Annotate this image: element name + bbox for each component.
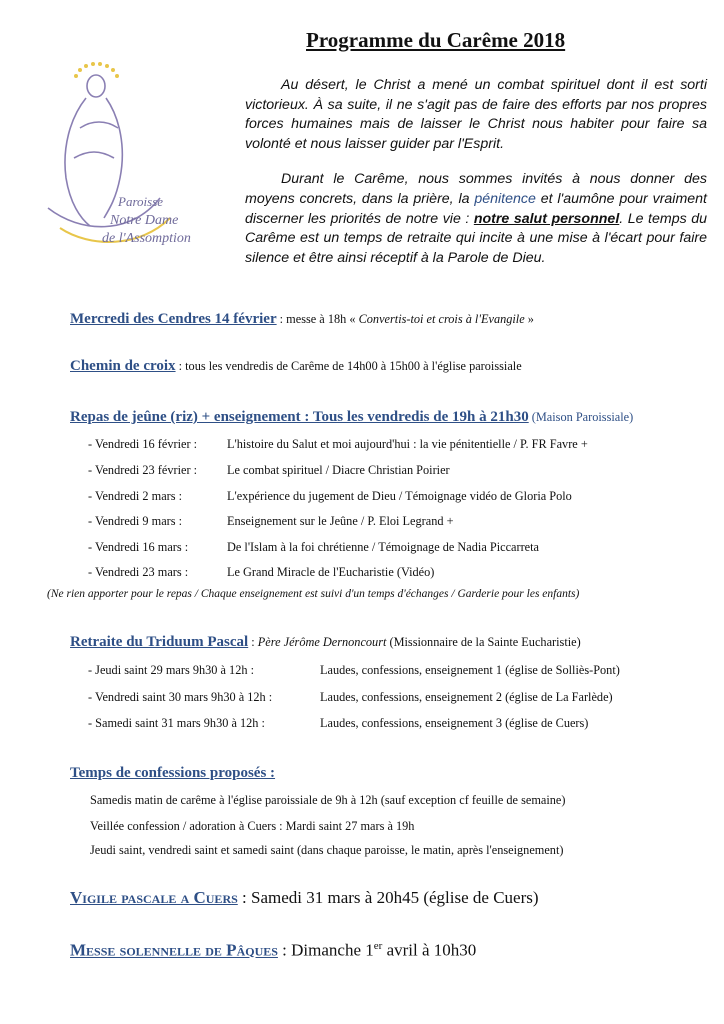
confessions-item: Jeudi saint, vendredi saint et samedi saint (dans chaque paroisse, le matin, après l'enseignement): [90, 843, 564, 857]
cendres-line: Mercredi des Cendres 14 février : messe à 18h « Convertis-toi et crois à l'Evangile »: [70, 311, 534, 327]
intro-paragraph-2: Durant le Carême, nous sommes invités à nous donner des moyens concrets, dans la prière, la pénitence et l'aumône pour vraiment discerner les priorités de notre vie : notre salut personnel. Le temps du Carême est un temps de retraite qui incite à une mise à l'écart pour faire silence et être ainsi réceptif à la Parole de Dieu.: [245, 171, 707, 266]
page-title: Programme du Carême 2018: [306, 28, 566, 52]
repas-heading: Repas de jeûne (riz) + enseignement : Tous les vendredis de 19h à 21h30: [70, 409, 529, 425]
confessions-item: Samedis matin de carême à l'église paroissiale de 9h à 12h (sauf exception cf feuille de semaine): [90, 793, 566, 807]
penitence-word: pénitence: [474, 190, 536, 207]
triduum-preacher: Père Jérôme Dernoncourt: [257, 635, 387, 649]
repas-note: (Ne rien apporter pour le repas / Chaque enseignement est suivi d'un temps d'échanges / Garderie pour les enfants): [47, 588, 580, 600]
messe-heading: Messe solennelle de Pâques: [70, 940, 278, 960]
vigile-line: Vigile pascale a Cuers : Samedi 31 mars à 20h45 (église de Cuers): [70, 888, 539, 907]
confessions-line: [70, 764, 275, 782]
logo-line1: Paroisse: [118, 194, 164, 209]
repas-item-desc: Le Grand Miracle de l'Eucharistie (Vidéo): [227, 565, 435, 579]
triduum-item-date: - Jeudi saint 29 mars 9h30 à 12h :: [88, 663, 254, 677]
logo-line3: de l'Assomption: [102, 231, 191, 246]
repas-item-desc: L'histoire du Salut et moi aujourd'hui : la vie pénitentielle / P. FR Favre +: [227, 437, 588, 451]
repas-item-desc: Enseignement sur le Jeûne / P. Eloi Legrand +: [227, 514, 454, 528]
messe-line: Messe solennelle de Pâques : Dimanche 1er avril à 10h30: [70, 940, 477, 960]
triduum-item-desc: Laudes, confessions, enseignement 3 (église de Cuers): [320, 716, 589, 730]
repas-item-date: - Vendredi 23 février :: [88, 463, 198, 477]
parish-logo: [40, 58, 200, 258]
triduum-heading: Retraite du Triduum Pascal: [70, 634, 249, 650]
intro-text: [245, 76, 707, 284]
confessions-item: Veillée confession / adoration à Cuers : Mardi saint 27 mars à 19h: [90, 819, 415, 833]
repas-item-date: - Vendredi 16 février :: [88, 437, 198, 451]
confessions-heading: Temps de confessions proposés :: [70, 765, 276, 781]
cendres-heading: Mercredi des Cendres 14 février: [70, 311, 277, 327]
croix-line: Chemin de croix : tous les vendredis de Carême de 14h00 à 15h00 à l'église paroissiale: [70, 358, 522, 374]
triduum-item-date: - Samedi saint 31 mars 9h30 à 12h :: [88, 716, 265, 730]
repas-item-date: - Vendredi 9 mars :: [88, 514, 183, 528]
cendres-quote: Convertis-toi et crois à l'Evangile: [358, 312, 525, 326]
repas-item-date: - Vendredi 2 mars :: [88, 489, 183, 503]
repas-line: Repas de jeûne (riz) + enseignement : Tous les vendredis de 19h à 21h30 (Maison Paroissiale): [70, 409, 634, 425]
repas-item-desc: Le combat spirituel / Diacre Christian Poirier: [227, 463, 450, 477]
repas-item-desc: De l'Islam à la foi chrétienne / Témoignage de Nadia Piccarreta: [227, 540, 540, 554]
logo-line2: Notre Dame: [110, 213, 179, 228]
repas-item-desc: L'expérience du jugement de Dieu / Témoignage vidéo de Gloria Polo: [227, 489, 572, 503]
triduum-line: Retraite du Triduum Pascal : Père Jérôme Dernoncourt (Missionnaire de la Sainte Eucharistie): [70, 634, 581, 650]
triduum-item-desc: Laudes, confessions, enseignement 1 (église de Solliès-Pont): [320, 663, 620, 677]
intro-paragraph-1: Au désert, le Christ a mené un combat spirituel dont il est sorti victorieux. À sa suite, il ne s'agit pas de faire des efforts par nos propres forces humaines mais de laisser le Christ nous habiter pour faire sa volonté et nous laisser guider par l'Esprit.: [245, 77, 707, 152]
vigile-heading: Vigile pascale a Cuers: [70, 888, 238, 907]
triduum-item-date: - Vendredi saint 30 mars 9h30 à 12h :: [88, 690, 273, 704]
repas-item-date: - Vendredi 23 mars :: [88, 565, 189, 579]
salut-personnel: notre salut personnel: [473, 210, 620, 227]
triduum-item-desc: Laudes, confessions, enseignement 2 (église de La Farlède): [320, 690, 613, 704]
repas-item-date: - Vendredi 16 mars :: [88, 540, 189, 554]
croix-heading: Chemin de croix: [70, 358, 176, 374]
